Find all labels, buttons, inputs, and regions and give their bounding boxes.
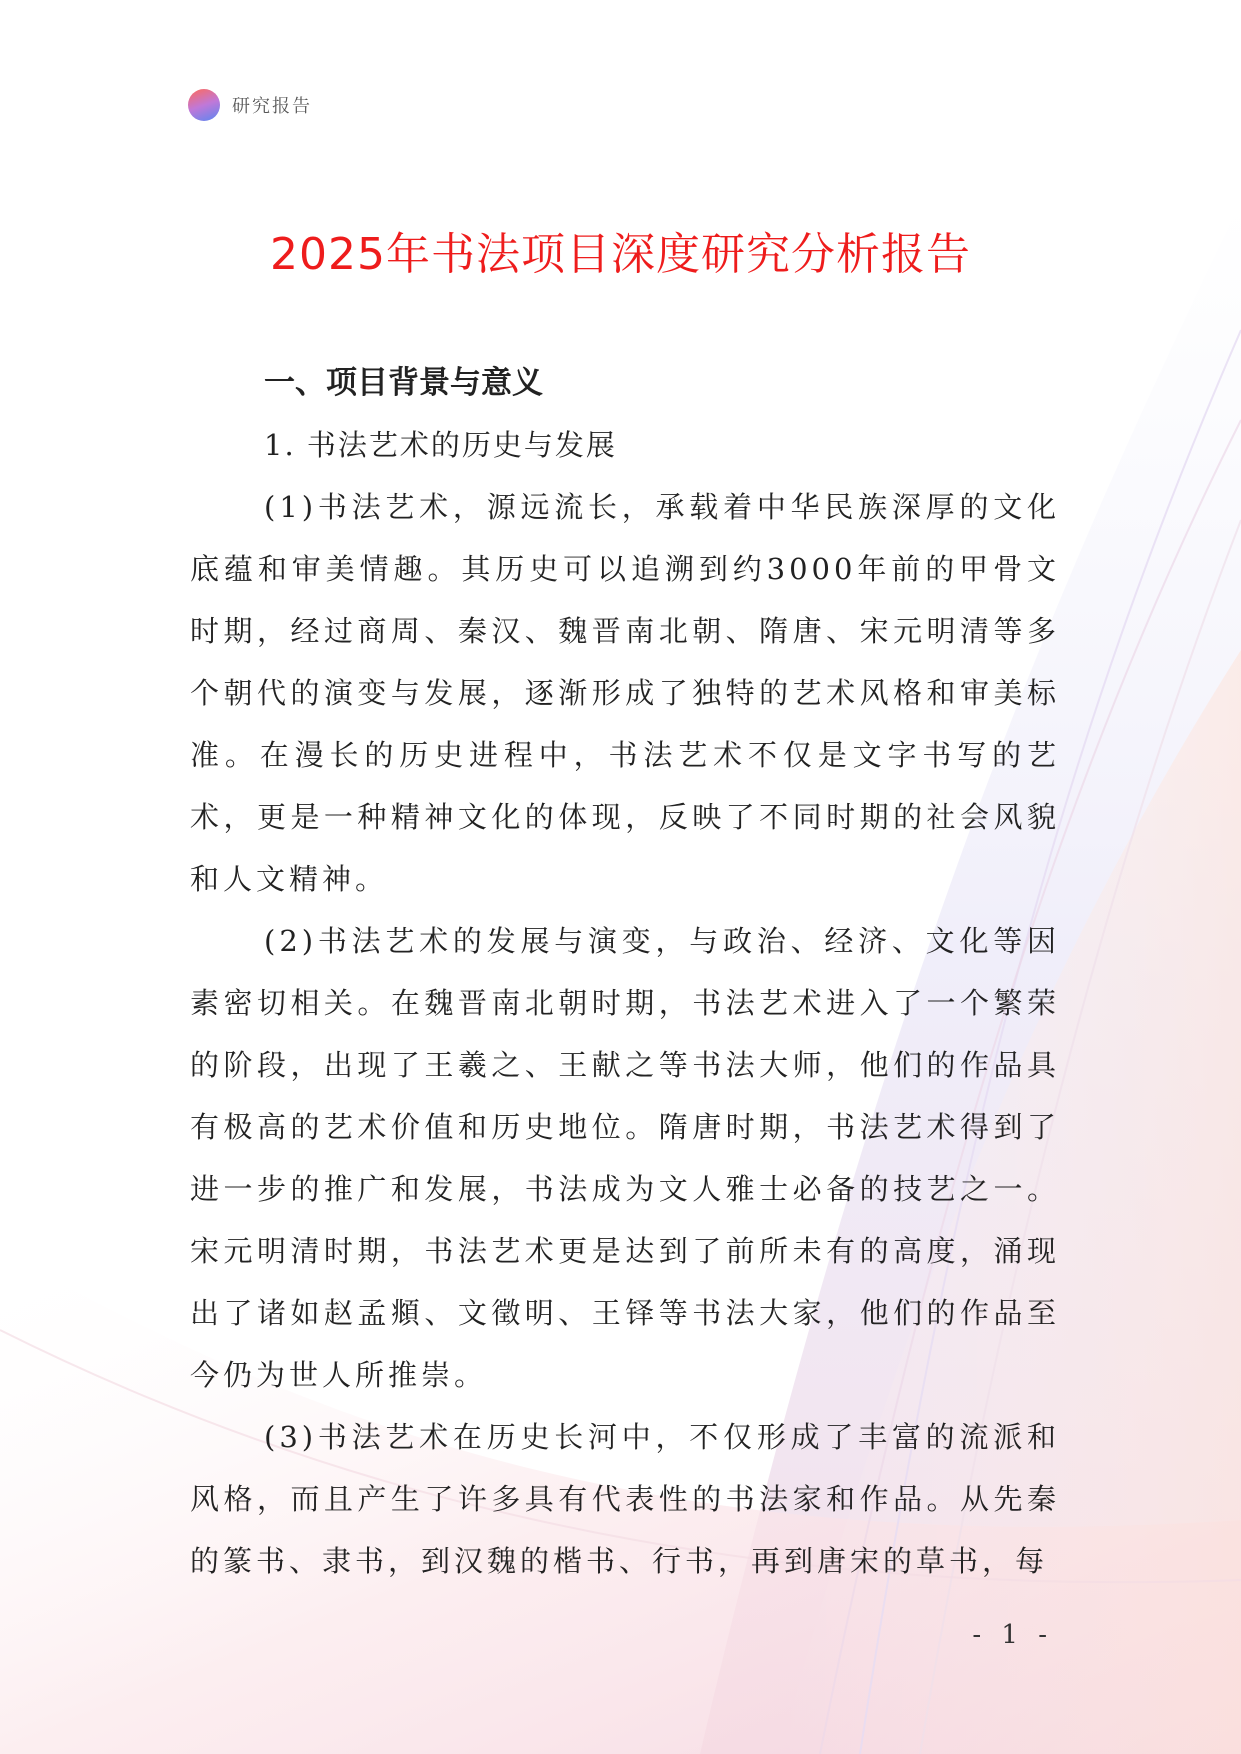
header — [188, 88, 312, 122]
paragraph: (3)书法艺术在历史长河中，不仅形成了丰富的流派和风格，而且产生了许多具有代表性的书法家和作品。从先秦的篆书、隶书，到汉魏的楷书、行书，再到唐宋的草书，每 — [190, 1420, 1060, 1578]
paragraph: (2)书法艺术的发展与演变，与政治、经济、文化等因素密切相关。在魏晋南北朝时期，书法艺术进入了一个繁荣的阶段，出现了王羲之、王献之等书法大师，他们的作品具有极高的艺术价值和历史地位。隋唐时期，书法艺术得到了进一步的推广和发展，书法成为文人雅士必备的技艺之一。宋元明清时期，书法艺术更是达到了前所未有的高度，涌现出了诸如赵孟頫、文徵明、王铎等书法大家，他们的作品至今仍为世人所推崇。 — [190, 924, 1060, 1392]
header-label: 研究报告 — [232, 96, 312, 117]
document-title: 2025年书法项目深度研究分析报告 — [270, 229, 971, 280]
page-number: - 1 - — [972, 1620, 1053, 1650]
logo-circle-icon — [188, 89, 220, 121]
section-heading: 一、项目背景与意义 — [264, 365, 543, 401]
paragraph: (1)书法艺术，源远流长，承载着中华民族深厚的文化底蕴和审美情趣。其历史可以追溯到约3000年前的甲骨文时期，经过商周、秦汉、魏晋南北朝、隋唐、宋元明清等多个朝代的演变与发展，逐渐形成了独特的艺术风格和审美标准。在漫长的历史进程中，书法艺术不仅是文字书写的艺术，更是一种精神文化的体现，反映了不同时期的社会风貌和人文精神。 — [190, 490, 1060, 896]
sub-heading: 1. 书法艺术的历史与发展 — [264, 428, 617, 462]
document-body — [190, 352, 1060, 1592]
